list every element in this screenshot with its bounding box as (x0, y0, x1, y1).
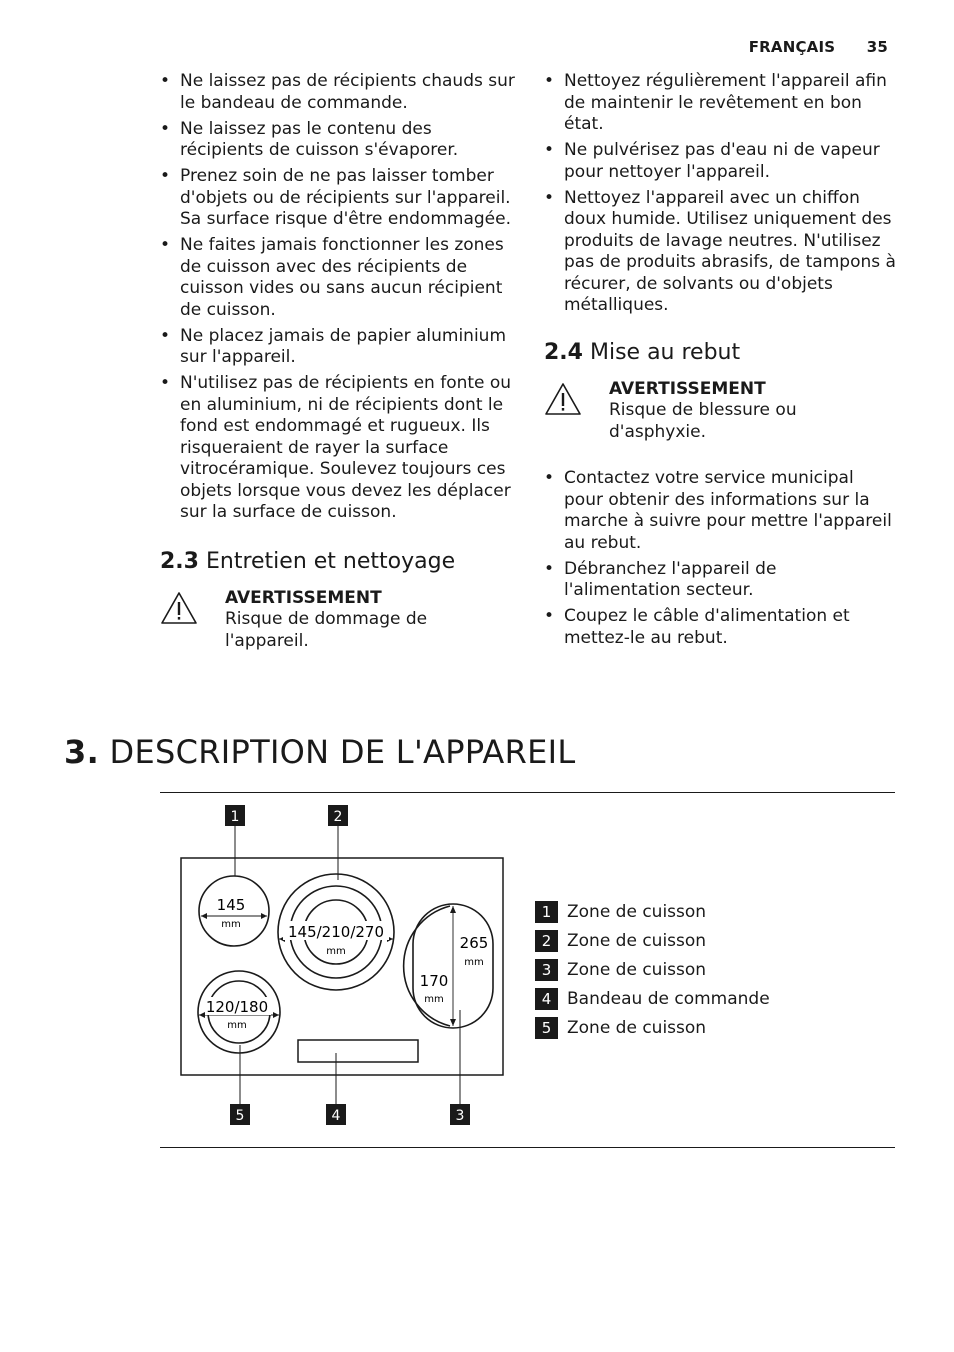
section-title: Entretien et nettoyage (205, 548, 456, 574)
chapter-heading (64, 733, 575, 771)
list-item: • Ne placez jamais de papier aluminium sur l'appareil. (160, 326, 515, 369)
hob-diagram (175, 800, 515, 1130)
list-item: • Ne pulvérisez pas d'eau ni de vapeur pour nettoyer l'appareil. (544, 140, 896, 183)
list-item: • Nettoyez l'appareil avec un chiffon doux humide. Utilisez uniquement des produits de lavage neutres. N'utilisez pas de produits abrasifs, de tampons à récurer, de solvants ou d'objets métalliques. (544, 188, 896, 317)
cooking-zone-3-inner (404, 906, 450, 1026)
hob-outline (181, 858, 503, 1075)
legend-label: Zone de cuisson (567, 959, 707, 980)
unit-label: mm (464, 957, 484, 968)
warning-block (544, 379, 896, 444)
header-language: FRANÇAIS (748, 38, 836, 56)
callout-number: 3 (455, 1108, 465, 1124)
warning-icon (160, 591, 198, 625)
legend-label: Zone de cuisson (567, 901, 707, 922)
page-number: 35 (866, 38, 888, 56)
list-item: • Prenez soin de ne pas laisser tomber d'objets ou de récipients sur l'appareil. Sa surface risque d'être endommagée. (160, 166, 515, 231)
legend-label: Zone de cuisson (567, 930, 707, 951)
list-item: • N'utilisez pas de récipients en fonte ou en aluminium, ni de récipients dont le fond est endommagé et rugueux. Ils risqueraient de rayer la surface vitrocéramique. Soulevez toujours ces objets lorsque vous devez les déplacer sur la surface de cuisson. (160, 373, 515, 524)
unit-label: mm (326, 946, 346, 957)
zone-2-size: 145/210/270 (288, 923, 384, 941)
callout-number: 4 (331, 1108, 341, 1124)
legend-row (535, 897, 770, 926)
warning-title: AVERTISSEMENT (225, 587, 382, 608)
warning-title: AVERTISSEMENT (609, 378, 766, 399)
list-item: • Coupez le câble d'alimentation et mettez-le au rebut. (544, 606, 896, 649)
list-item: • Ne laissez pas le contenu des récipients de cuisson s'évaporer. (160, 119, 515, 162)
list-item: • Ne faites jamais fonctionner les zones de cuisson avec des récipients de cuisson vides ou sans aucun récipient de cuisson. (160, 235, 515, 321)
unit-label: mm (227, 1020, 247, 1031)
legend-number: 1 (535, 901, 558, 923)
list-item: • Débranchez l'appareil de l'alimentation secteur. (544, 559, 896, 602)
warning-block (160, 588, 515, 653)
top-rule (160, 792, 895, 793)
section-title: Mise au rebut (589, 339, 741, 365)
right-bullet-list (544, 71, 896, 317)
zone-1-size: 145 (216, 896, 246, 914)
warning-icon (544, 382, 582, 416)
legend-row (535, 984, 770, 1013)
unit-label: mm (221, 919, 241, 930)
legend-row (535, 955, 770, 984)
warning-text: Risque de dommage de l'appareil. (225, 609, 428, 651)
unit-label: mm (424, 994, 444, 1005)
legend-number: 4 (535, 988, 558, 1010)
zone-3-outer-size: 265 (459, 934, 489, 952)
chapter-number: 3. (64, 733, 100, 771)
callout-number: 5 (235, 1108, 245, 1124)
legend-number: 5 (535, 1017, 558, 1039)
bottom-rule (160, 1147, 895, 1148)
diagram-legend (535, 897, 770, 1042)
list-item: • Contactez votre service municipal pour obtenir des informations sur la marche à suivre pour mettre l'appareil au rebut. (544, 468, 896, 554)
legend-number: 3 (535, 959, 558, 981)
callout-number: 1 (230, 809, 240, 825)
right-column (544, 71, 896, 654)
left-bullet-list (160, 71, 515, 524)
section-heading-2-4 (544, 339, 896, 367)
legend-number: 2 (535, 930, 558, 952)
left-column (160, 71, 515, 652)
list-item: • Nettoyez régulièrement l'appareil afin de maintenir le revêtement en bon état. (544, 71, 896, 136)
section-number: 2.4 (544, 339, 583, 365)
legend-label: Bandeau de commande (567, 988, 770, 1009)
right-bullet-list-2 (544, 468, 896, 649)
section-heading-2-3 (160, 548, 515, 576)
control-panel-outline (298, 1040, 418, 1062)
list-item: • Ne laissez pas de récipients chauds sur le bandeau de commande. (160, 71, 515, 114)
legend-label: Zone de cuisson (567, 1017, 707, 1038)
zone-3-inner-size: 170 (419, 972, 449, 990)
zone-5-size: 120/180 (205, 998, 269, 1016)
page-header (749, 38, 888, 56)
legend-row (535, 1013, 770, 1042)
chapter-title: DESCRIPTION DE L'APPAREIL (109, 733, 576, 771)
section-number: 2.3 (160, 548, 199, 574)
callout-number: 2 (333, 809, 343, 825)
legend-row (535, 926, 770, 955)
warning-text: Risque de blessure ou d'asphyxie. (609, 400, 797, 442)
